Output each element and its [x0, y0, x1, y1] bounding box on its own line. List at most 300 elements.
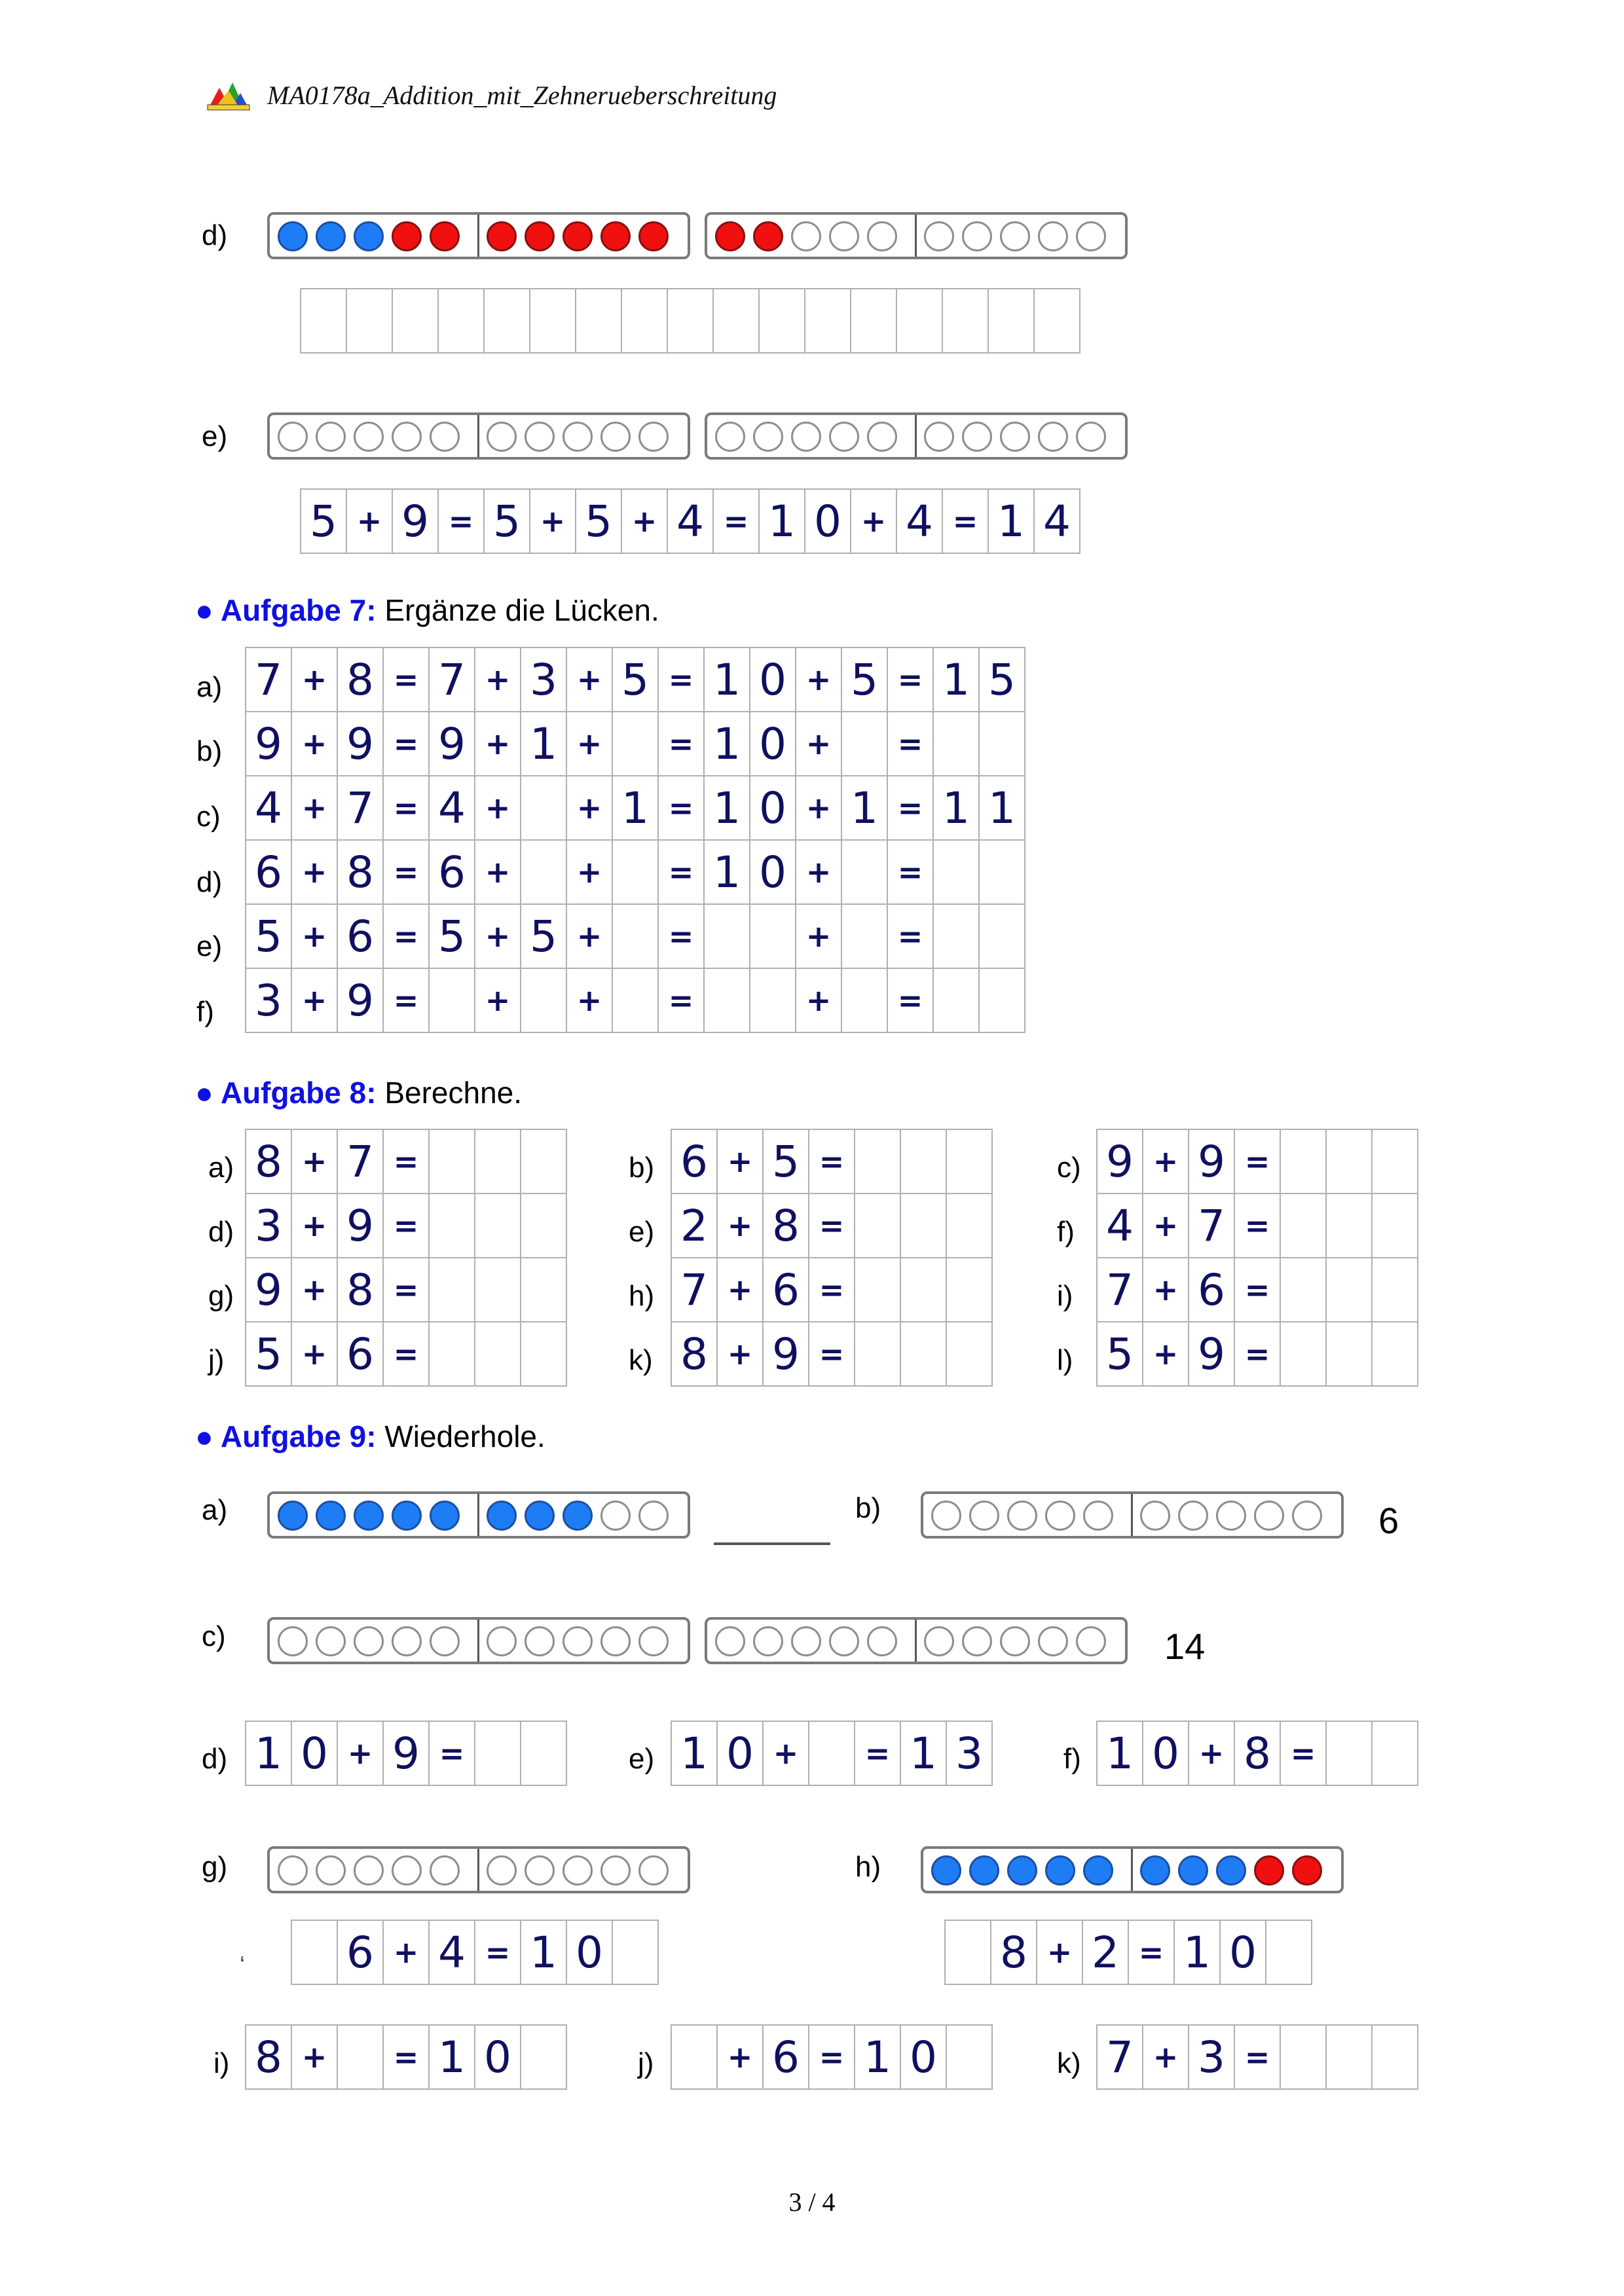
ten-frame-t9c1 — [267, 1617, 690, 1664]
task9-name: ● Aufgabe 9: — [195, 1419, 377, 1453]
bead-empty — [600, 1855, 631, 1886]
t9-label-h: h) — [855, 1851, 881, 1883]
answer-cell[interactable] — [704, 904, 750, 968]
bead-empty — [392, 1855, 422, 1886]
answer-cell[interactable] — [1326, 1258, 1372, 1322]
t8-label-l: l) — [1057, 1344, 1073, 1376]
bead-empty — [600, 1626, 631, 1656]
bead-empty — [278, 1626, 308, 1656]
answer-cell[interactable] — [521, 1258, 566, 1322]
grid-cell: 1 — [1174, 1920, 1220, 1984]
bead-blue — [278, 221, 308, 251]
logo-icon — [206, 79, 251, 111]
grid-cell: 0 — [566, 1920, 612, 1984]
grid-cell: = — [809, 2025, 855, 2089]
t8-label-e: e) — [629, 1216, 655, 1248]
answer-cell[interactable] — [855, 1258, 900, 1322]
task8-grid — [245, 1129, 567, 1387]
bead-empty — [829, 1626, 859, 1656]
answer-cell[interactable] — [429, 1258, 475, 1322]
answer-cell[interactable] — [1280, 1194, 1326, 1258]
grid-cell: 6 — [763, 2025, 809, 2089]
bead-empty — [638, 422, 669, 452]
frame-divider — [915, 1620, 917, 1662]
bead-blue — [316, 221, 346, 251]
t9-c-number: 14 — [1164, 1626, 1206, 1667]
grid-cell: 3 — [946, 1721, 992, 1785]
answer-cell[interactable] — [704, 968, 750, 1032]
answer-cell[interactable] — [979, 840, 1025, 904]
bead-empty — [525, 422, 555, 452]
grid-cell: = — [809, 1194, 855, 1258]
grid-cell: = — [658, 776, 704, 840]
bead-empty — [867, 422, 897, 452]
task8-row — [671, 1129, 992, 1194]
bead-blue — [278, 1501, 308, 1531]
bead-empty — [638, 1501, 669, 1531]
task7-row — [246, 647, 1025, 712]
grid-row — [671, 1721, 992, 1785]
ten-frame-t9g — [267, 1846, 690, 1893]
bead-blue — [563, 1501, 593, 1531]
grid-cell: 9 — [1189, 1129, 1234, 1194]
answer-cell[interactable] — [1266, 1920, 1312, 1984]
grid-cell: = — [383, 1129, 429, 1194]
grid-cell: 7 — [1097, 1258, 1143, 1322]
bead-empty — [354, 422, 384, 452]
grid-cell: + — [796, 840, 841, 904]
bead-empty — [962, 1626, 992, 1656]
grid-cell: + — [717, 2025, 763, 2089]
grid-cell: 0 — [900, 2025, 946, 2089]
bead-empty — [278, 422, 308, 452]
answer-line-t9a[interactable] — [714, 1542, 830, 1545]
bead-empty — [316, 422, 346, 452]
answer-cell[interactable] — [612, 904, 658, 968]
grid-cell: + — [475, 968, 521, 1032]
bead-empty — [354, 1855, 384, 1886]
answer-cell[interactable] — [521, 1721, 566, 1785]
bead-red — [525, 221, 555, 251]
grid-cell: + — [1189, 1721, 1234, 1785]
grid-cell: = — [383, 1258, 429, 1322]
answer-cell[interactable] — [475, 1194, 521, 1258]
answer-cell[interactable] — [667, 289, 713, 353]
t8-label-g: g) — [208, 1280, 234, 1312]
answer-cell[interactable] — [612, 712, 658, 776]
answer-cell[interactable] — [979, 904, 1025, 968]
grid-cell: = — [1234, 1322, 1280, 1386]
answer-cell[interactable] — [933, 712, 979, 776]
grid-cell: + — [566, 647, 612, 712]
bead-empty — [829, 221, 859, 251]
grid-cell: 1 — [759, 489, 805, 553]
grid-cell: + — [796, 968, 841, 1032]
bead-empty — [931, 1501, 961, 1531]
task8-name: ● Aufgabe 8: — [195, 1076, 377, 1110]
bead-blue — [1007, 1855, 1037, 1886]
t9-label-b: b) — [855, 1492, 881, 1524]
answer-cell[interactable] — [301, 289, 346, 353]
grid-cell: 0 — [475, 2025, 521, 2089]
t9-row-i — [245, 2024, 567, 2090]
answer-cell[interactable] — [900, 1129, 946, 1194]
answer-cell[interactable] — [988, 289, 1034, 353]
grid-row — [1097, 1721, 1418, 1785]
answer-cell[interactable] — [945, 1920, 991, 1984]
grid-cell: 1 — [521, 712, 566, 776]
bead-empty — [829, 422, 859, 452]
t9-row-k — [1096, 2024, 1418, 2090]
task8-row — [246, 1258, 566, 1322]
answer-cell[interactable] — [1372, 1258, 1418, 1322]
task7-row — [246, 712, 1025, 776]
bead-empty — [1076, 1626, 1106, 1656]
page-number: 3 / 4 — [788, 2187, 836, 2217]
grid-cell: 0 — [805, 489, 851, 553]
answer-cell[interactable] — [337, 2025, 383, 2089]
answer-cell[interactable] — [946, 1258, 992, 1322]
frame-divider — [477, 1620, 479, 1662]
answer-cell[interactable] — [855, 1322, 900, 1386]
answer-cell[interactable] — [942, 289, 988, 353]
grid-cell: 1 — [933, 776, 979, 840]
grid-cell: 8 — [246, 2025, 291, 2089]
grid-cell: 9 — [383, 1721, 429, 1785]
answer-cell[interactable] — [429, 1322, 475, 1386]
grid-cell: 1 — [521, 1920, 566, 1984]
grid-cell: + — [475, 904, 521, 968]
ten-frame-d1 — [267, 212, 690, 259]
answer-cell[interactable] — [1326, 1721, 1372, 1785]
answer-cell[interactable] — [946, 1129, 992, 1194]
answer-cell[interactable] — [1280, 1322, 1326, 1386]
bead-empty — [1216, 1501, 1246, 1531]
answer-cell[interactable] — [1372, 1721, 1418, 1785]
grid-cell: 5 — [246, 1322, 291, 1386]
grid-cell: = — [942, 489, 988, 553]
grid-cell: + — [530, 489, 576, 553]
bead-blue — [931, 1855, 961, 1886]
bead-empty — [1038, 221, 1068, 251]
grid-cell: 6 — [337, 904, 383, 968]
answer-cell[interactable] — [1326, 1194, 1372, 1258]
bead-empty — [924, 422, 954, 452]
grid-cell: + — [291, 647, 337, 712]
grid-cell: 9 — [429, 712, 475, 776]
bead-empty — [962, 422, 992, 452]
grid-row — [301, 489, 1080, 553]
answer-cell[interactable] — [291, 1920, 337, 1984]
grid-cell: + — [566, 968, 612, 1032]
bead-empty — [791, 1626, 821, 1656]
grid-cell: = — [383, 968, 429, 1032]
grid-cell: 3 — [246, 1194, 291, 1258]
frame-divider — [477, 1849, 479, 1891]
grid-cell: 5 — [979, 647, 1025, 712]
grid-row — [301, 289, 1080, 353]
ten-frame-e2 — [705, 412, 1128, 460]
answer-cell[interactable] — [946, 2025, 992, 2089]
answer-cell[interactable] — [933, 840, 979, 904]
answer-cell[interactable] — [521, 968, 566, 1032]
bead-blue — [354, 221, 384, 251]
bead-empty — [430, 1855, 460, 1886]
grid-cell: = — [383, 840, 429, 904]
t8-label-k: k) — [629, 1344, 653, 1376]
t9-label-d: d) — [202, 1743, 228, 1775]
grid-cell: + — [346, 489, 392, 553]
grid-cell: = — [429, 1721, 475, 1785]
grid-cell: 7 — [337, 1129, 383, 1194]
answer-cell[interactable] — [841, 840, 887, 904]
answer-cell[interactable] — [521, 1194, 566, 1258]
grid-cell: + — [717, 1129, 763, 1194]
answer-cell[interactable] — [346, 289, 392, 353]
grid-cell: 1 — [612, 776, 658, 840]
answer-cell[interactable] — [475, 1258, 521, 1322]
answer-cell[interactable] — [1280, 1129, 1326, 1194]
grid-cell: 4 — [429, 776, 475, 840]
answer-cell[interactable] — [1372, 1194, 1418, 1258]
grid-cell: 8 — [337, 840, 383, 904]
task8-row — [1097, 1258, 1418, 1322]
grid-cell: + — [337, 1721, 383, 1785]
bead-empty — [1038, 1626, 1068, 1656]
grid-cell: 3 — [246, 968, 291, 1032]
answer-cell[interactable] — [946, 1194, 992, 1258]
bead-empty — [430, 422, 460, 452]
t8-label-f: f) — [1057, 1216, 1075, 1248]
t8-label-c: c) — [1057, 1152, 1081, 1184]
answer-cell[interactable] — [1280, 1258, 1326, 1322]
answer-cell[interactable] — [933, 968, 979, 1032]
grid-cell: = — [887, 904, 933, 968]
bead-blue — [1216, 1855, 1246, 1886]
grid-cell: = — [887, 968, 933, 1032]
bead-empty — [487, 1626, 517, 1656]
answer-cell[interactable] — [671, 2025, 717, 2089]
answer-cell[interactable] — [1034, 289, 1080, 353]
answer-cell[interactable] — [530, 289, 576, 353]
grid-cell: 7 — [671, 1258, 717, 1322]
answer-cell[interactable] — [900, 1194, 946, 1258]
t9-row-j — [671, 2024, 993, 2090]
t9-label-k: k) — [1057, 2047, 1081, 2079]
answer-cell[interactable] — [979, 712, 1025, 776]
grid-row — [291, 1920, 658, 1984]
answer-cell[interactable] — [759, 289, 805, 353]
ten-frame-t9h — [921, 1846, 1344, 1893]
task8-grid — [671, 1129, 993, 1387]
answer-cell[interactable] — [900, 1258, 946, 1322]
grid-cell: + — [475, 712, 521, 776]
answer-cell[interactable] — [713, 289, 759, 353]
bead-empty — [791, 221, 821, 251]
bead-empty — [1000, 1626, 1030, 1656]
bead-red — [753, 221, 783, 251]
grid-cell: 1 — [704, 776, 750, 840]
answer-cell[interactable] — [841, 968, 887, 1032]
answer-cell[interactable] — [484, 289, 530, 353]
grid-cell: = — [1234, 1194, 1280, 1258]
answer-cell[interactable] — [1372, 1129, 1418, 1194]
answer-cell[interactable] — [521, 840, 566, 904]
grid-cell: 8 — [991, 1920, 1037, 1984]
task8-instruction: Berechne. — [384, 1076, 523, 1110]
bead-red — [1254, 1855, 1284, 1886]
answer-cell[interactable] — [750, 904, 796, 968]
task7-row — [246, 840, 1025, 904]
bead-blue — [1178, 1855, 1208, 1886]
grid-cell: 2 — [671, 1194, 717, 1258]
answer-cell[interactable] — [475, 1129, 521, 1194]
t9-label-c: c) — [202, 1620, 226, 1652]
grid-cell: = — [383, 647, 429, 712]
grid-cell: 8 — [337, 1258, 383, 1322]
answer-cell[interactable] — [429, 1129, 475, 1194]
grid-cell: + — [291, 776, 337, 840]
answer-cell[interactable] — [841, 712, 887, 776]
answer-cell[interactable] — [896, 289, 942, 353]
bead-red — [563, 221, 593, 251]
answer-cell[interactable] — [1326, 1129, 1372, 1194]
grid-cell: + — [475, 840, 521, 904]
grid-cell: + — [796, 904, 841, 968]
t8-label-a: a) — [208, 1152, 234, 1184]
answer-row-e — [300, 488, 1080, 554]
answer-cell[interactable] — [612, 968, 658, 1032]
answer-cell[interactable] — [576, 289, 621, 353]
t9-label-f: f) — [1063, 1743, 1081, 1775]
grid-cell: 3 — [521, 647, 566, 712]
answer-cell[interactable] — [1280, 2025, 1326, 2089]
answer-cell[interactable] — [392, 289, 438, 353]
grid-cell: 7 — [429, 647, 475, 712]
grid-cell: + — [291, 904, 337, 968]
frame-divider — [915, 415, 917, 457]
grid-cell: 6 — [671, 1129, 717, 1194]
grid-cell: 0 — [750, 840, 796, 904]
grid-cell: = — [713, 489, 759, 553]
grid-cell: 4 — [1034, 489, 1080, 553]
bead-empty — [969, 1501, 999, 1531]
bead-blue — [1045, 1855, 1075, 1886]
grid-cell: 9 — [392, 489, 438, 553]
answer-cell[interactable] — [1372, 2025, 1418, 2089]
answer-cell[interactable] — [621, 289, 667, 353]
answer-cell[interactable] — [438, 289, 484, 353]
grid-cell: 9 — [337, 712, 383, 776]
grid-cell: 5 — [763, 1129, 809, 1194]
answer-cell[interactable] — [1326, 1322, 1372, 1386]
t9-label-g: g) — [202, 1851, 228, 1883]
answer-cell[interactable] — [855, 1194, 900, 1258]
grid-cell: + — [383, 1920, 429, 1984]
grid-cell: 4 — [1097, 1194, 1143, 1258]
answer-cell[interactable] — [750, 968, 796, 1032]
answer-cell[interactable] — [1372, 1322, 1418, 1386]
answer-cell[interactable] — [475, 1721, 521, 1785]
grid-cell: = — [658, 968, 704, 1032]
grid-cell: = — [809, 1322, 855, 1386]
answer-cell[interactable] — [933, 904, 979, 968]
answer-cell[interactable] — [429, 968, 475, 1032]
grid-cell: = — [887, 712, 933, 776]
grid-cell: = — [809, 1258, 855, 1322]
answer-cell[interactable] — [1326, 2025, 1372, 2089]
grid-cell: + — [291, 712, 337, 776]
grid-cell: 8 — [337, 647, 383, 712]
t9-row-d — [245, 1721, 567, 1786]
task8-row — [1097, 1194, 1418, 1258]
bead-empty — [867, 221, 897, 251]
bead-blue — [525, 1501, 555, 1531]
answer-cell[interactable] — [475, 1322, 521, 1386]
answer-cell[interactable] — [900, 1322, 946, 1386]
bead-empty — [1045, 1501, 1075, 1531]
grid-cell: = — [887, 840, 933, 904]
answer-cell[interactable] — [805, 289, 851, 353]
grid-cell: 5 — [576, 489, 621, 553]
grid-cell: + — [1143, 1194, 1189, 1258]
answer-cell[interactable] — [946, 1322, 992, 1386]
answer-cell[interactable] — [841, 904, 887, 968]
task8-row — [1097, 1322, 1418, 1386]
answer-cell[interactable] — [429, 1194, 475, 1258]
grid-cell: + — [291, 1322, 337, 1386]
t8-label-i: i) — [1057, 1280, 1073, 1312]
ten-frame-d2 — [705, 212, 1128, 259]
bead-empty — [1076, 422, 1106, 452]
grid-cell: = — [658, 647, 704, 712]
grid-cell: + — [1037, 1920, 1082, 1984]
bead-empty — [1140, 1501, 1170, 1531]
answer-cell[interactable] — [521, 776, 566, 840]
answer-cell[interactable] — [979, 968, 1025, 1032]
grid-cell: 0 — [750, 712, 796, 776]
ten-frame-e1 — [267, 412, 690, 460]
grid-cell: 7 — [1189, 1194, 1234, 1258]
grid-cell: = — [887, 647, 933, 712]
answer-cell[interactable] — [612, 1920, 658, 1984]
answer-cell[interactable] — [521, 2025, 566, 2089]
ten-frame-t9b — [921, 1491, 1344, 1539]
answer-cell[interactable] — [521, 1129, 566, 1194]
grid-cell: = — [809, 1129, 855, 1194]
bead-red — [600, 221, 631, 251]
answer-cell[interactable] — [809, 1721, 855, 1785]
grid-cell: 4 — [896, 489, 942, 553]
grid-cell: 8 — [246, 1129, 291, 1194]
t7-label-f: f) — [196, 996, 214, 1028]
bead-empty — [1000, 221, 1030, 251]
grid-cell: 7 — [246, 647, 291, 712]
task7-row — [246, 968, 1025, 1032]
task8-row — [671, 1258, 992, 1322]
bead-empty — [1038, 422, 1068, 452]
grid-cell: = — [855, 1721, 900, 1785]
grid-cell: + — [851, 489, 896, 553]
grid-cell: 9 — [246, 712, 291, 776]
answer-cell[interactable] — [851, 289, 896, 353]
bead-empty — [1007, 1501, 1037, 1531]
answer-cell[interactable] — [612, 840, 658, 904]
grid-cell: = — [438, 489, 484, 553]
answer-cell[interactable] — [855, 1129, 900, 1194]
grid-cell: 2 — [1082, 1920, 1128, 1984]
answer-cell[interactable] — [521, 1322, 566, 1386]
